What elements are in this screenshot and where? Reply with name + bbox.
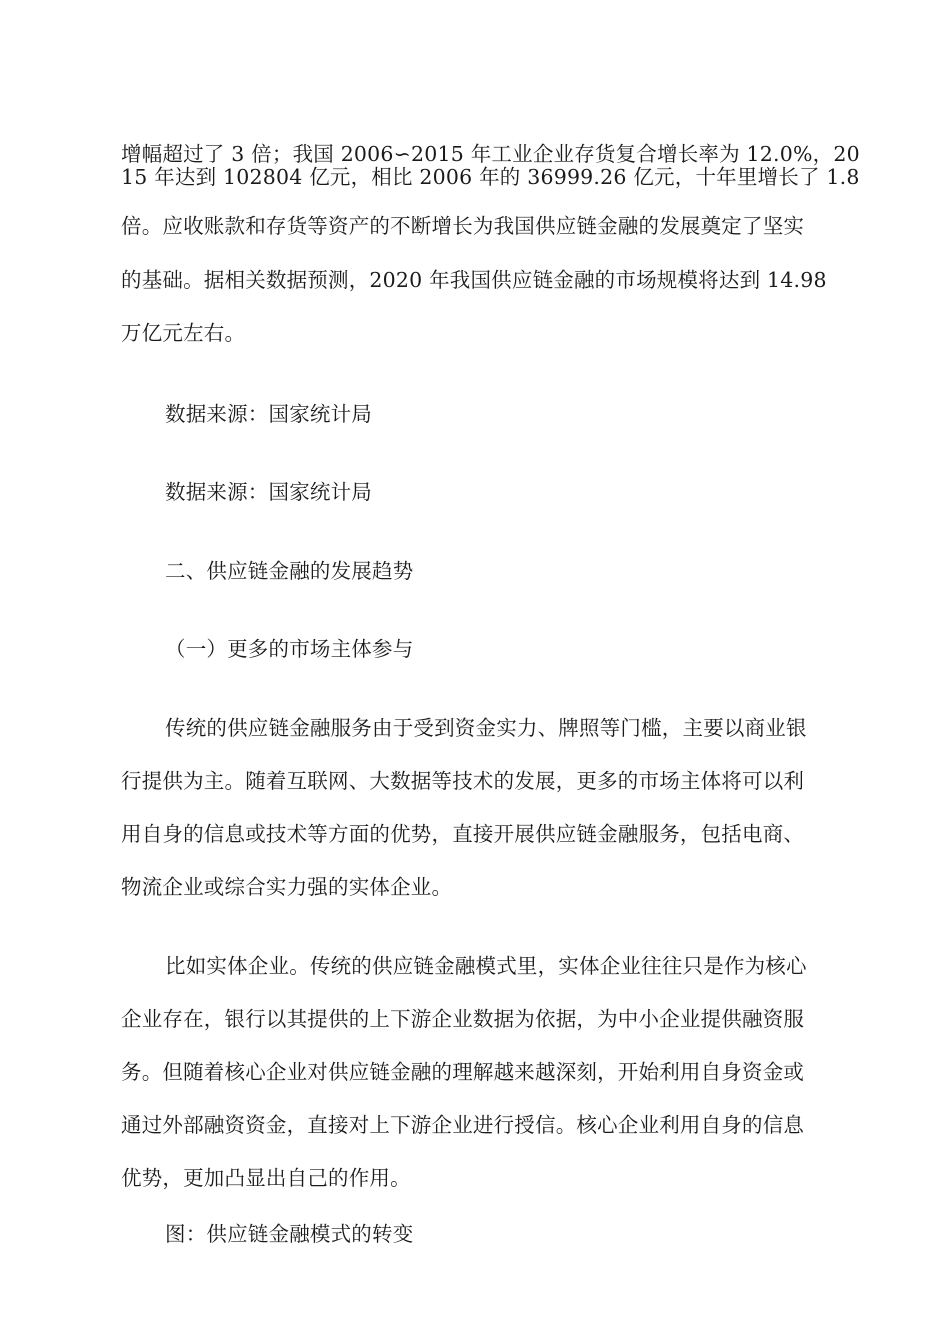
paragraph-3-line-3: 务。但随着核心企业对供应链金融的理解越来越深刻，开始利用自身资金或 [121,1060,805,1084]
paragraph-1-line-3: 倍。应收账款和存货等资产的不断增长为我国供应链金融的发展奠定了坚实 [121,214,805,238]
paragraph-1-line-4: 的基础。据相关数据预测，2020 年我国供应链金融的市场规模将达到 14.98 [121,268,827,292]
subsection-heading: （一）更多的市场主体参与 [165,637,414,661]
paragraph-1-line-5: 万亿元左右。 [121,321,246,345]
data-source-2: 数据来源：国家统计局 [165,480,372,504]
paragraph-2-line-1: 传统的供应链金融服务由于受到资金实力、牌照等门槛，主要以商业银 [165,716,807,740]
data-source-1: 数据来源：国家统计局 [165,402,372,426]
paragraph-2-line-3: 用自身的信息或技术等方面的优势，直接开展供应链金融服务，包括电商、 [121,822,805,846]
paragraph-2-line-4: 物流企业或综合实力强的实体企业。 [121,875,453,899]
paragraph-3-line-1: 比如实体企业。传统的供应链金融模式里，实体企业往往只是作为核心 [165,954,807,978]
figure-caption: 图：供应链金融模式的转变 [165,1222,414,1246]
paragraph-3-line-2: 企业存在，银行以其提供的上下游企业数据为依据，为中小企业提供融资服 [121,1007,805,1031]
paragraph-1-line-1: 增幅超过了 3 倍；我国 2006∽2015 年工业企业存货复合增长率为 12.0%，20 [121,142,860,166]
paragraph-1-line-2: 15 年达到 102804 亿元，相比 2006 年的 36999.26 亿元，十年里增长了 1.8 [121,165,860,189]
paragraph-3-line-4: 通过外部融资资金，直接对上下游企业进行授信。核心企业利用自身的信息 [121,1113,805,1137]
section-heading: 二、供应链金融的发展趋势 [165,559,414,583]
paragraph-2-line-2: 行提供为主。随着互联网、大数据等技术的发展，更多的市场主体将可以利 [121,769,805,793]
paragraph-3-line-5: 优势，更加凸显出自己的作用。 [121,1166,411,1190]
